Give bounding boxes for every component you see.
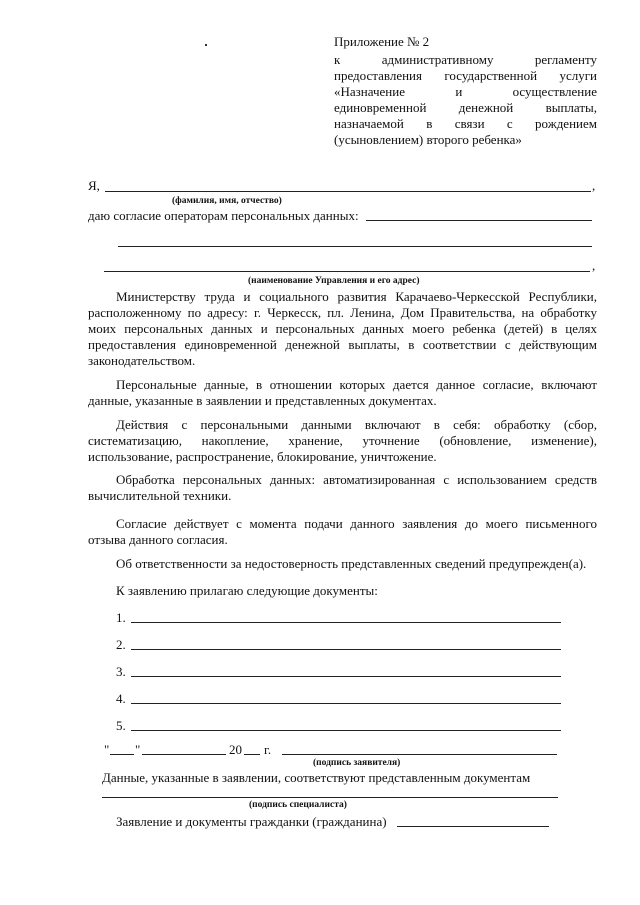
p1-line: предоставления единовременной денежной выплаты, в соответствии с действующим bbox=[88, 337, 597, 352]
p1-line: моих персональных данных и персональных данных моего ребенка (детей) в целях bbox=[88, 321, 597, 336]
p3-line: Действия с персональными данными включают в себя: обработку (сбор, bbox=[116, 417, 597, 432]
fio-comma: , bbox=[592, 178, 596, 193]
operator-line-1[interactable] bbox=[366, 220, 592, 221]
p7-line: К заявлению прилагаю следующие документы: bbox=[116, 583, 378, 598]
spec-caption: (подпись специалиста) bbox=[249, 800, 347, 810]
header-line: назначаемой в связи с рождением bbox=[334, 116, 597, 131]
doc-number: 5. bbox=[116, 718, 126, 733]
header-line: предоставления государственной услуги bbox=[334, 68, 597, 83]
doc-line-4[interactable] bbox=[131, 703, 561, 704]
doc-number: 1. bbox=[116, 610, 126, 625]
doc-line-3[interactable] bbox=[131, 676, 561, 677]
p4-line: вычислительной техники. bbox=[88, 488, 232, 503]
header-line: к административному регламенту bbox=[334, 52, 597, 67]
operator-line-3[interactable] bbox=[104, 271, 590, 272]
applicant-signature-line[interactable] bbox=[282, 754, 557, 755]
p2-line: данные, указанные в заявлении и представленных документах. bbox=[88, 393, 437, 408]
p5-line: Согласие действует с момента подачи данного заявления до моего письменного bbox=[116, 516, 597, 531]
date-quote-open: " bbox=[104, 742, 110, 757]
date-day-line[interactable] bbox=[110, 754, 134, 755]
doc-number: 3. bbox=[116, 664, 126, 679]
doc-number: 2. bbox=[116, 637, 126, 652]
header-title: Приложение № 2 bbox=[334, 34, 430, 49]
specialist-signature-line[interactable] bbox=[102, 797, 558, 798]
p8-line: Данные, указанные в заявлении, соответствуют представленным документам bbox=[102, 770, 531, 785]
p6-line: Об ответственности за недостоверность представленных сведений предупрежден(а). bbox=[116, 556, 587, 571]
sign-caption: (подпись заявителя) bbox=[313, 758, 401, 768]
fio-caption: (фамилия, имя, отчество) bbox=[172, 196, 282, 206]
p5-line: отзыва данного согласия. bbox=[88, 532, 228, 547]
p1-line: Министерству труда и социального развития Карачаево-Черкесской Республики, bbox=[116, 289, 597, 304]
p3-line: использование, распространение, блокирование, уничтожение. bbox=[88, 449, 437, 464]
p3-line: систематизацию, накопление, хранение, уточнение (обновление, изменение), bbox=[88, 433, 597, 448]
consent-label: даю согласие операторам персональных данных: bbox=[88, 208, 359, 223]
p1-line: законодательством. bbox=[88, 353, 196, 368]
scan-dot bbox=[205, 44, 207, 46]
date-g: г. bbox=[264, 742, 272, 757]
doc-number: 4. bbox=[116, 691, 126, 706]
p1-line: расположенному по адресу: г. Черкесск, пл. Ленина, Дом Правительства, на обработку bbox=[88, 305, 597, 320]
p9-line: Заявление и документы гражданки (гражданина) bbox=[116, 814, 387, 829]
citizen-line[interactable] bbox=[397, 826, 549, 827]
header-line: единовременной денежной выплаты, bbox=[334, 100, 597, 115]
date-month-line[interactable] bbox=[142, 754, 226, 755]
date-year: 20 bbox=[229, 742, 242, 757]
date-quote-close: " bbox=[135, 742, 141, 757]
doc-line-1[interactable] bbox=[131, 622, 561, 623]
header-line: (усыновлением) второго ребенка» bbox=[334, 132, 522, 147]
date-year-line[interactable] bbox=[244, 754, 260, 755]
p4-line: Обработка персональных данных: автоматизированная с использованием средств bbox=[116, 472, 597, 487]
doc-line-5[interactable] bbox=[131, 730, 561, 731]
operator-line-2[interactable] bbox=[118, 246, 592, 247]
doc-line-2[interactable] bbox=[131, 649, 561, 650]
operator-comma: , bbox=[592, 258, 596, 273]
p2-line: Персональные данные, в отношении которых дается данное согласие, включают bbox=[116, 377, 597, 392]
header-line: «Назначение и осуществление bbox=[334, 84, 597, 99]
ya-label: Я, bbox=[88, 178, 100, 193]
org-caption: (наименование Управления и его адрес) bbox=[248, 276, 420, 286]
fio-line[interactable] bbox=[105, 191, 591, 192]
